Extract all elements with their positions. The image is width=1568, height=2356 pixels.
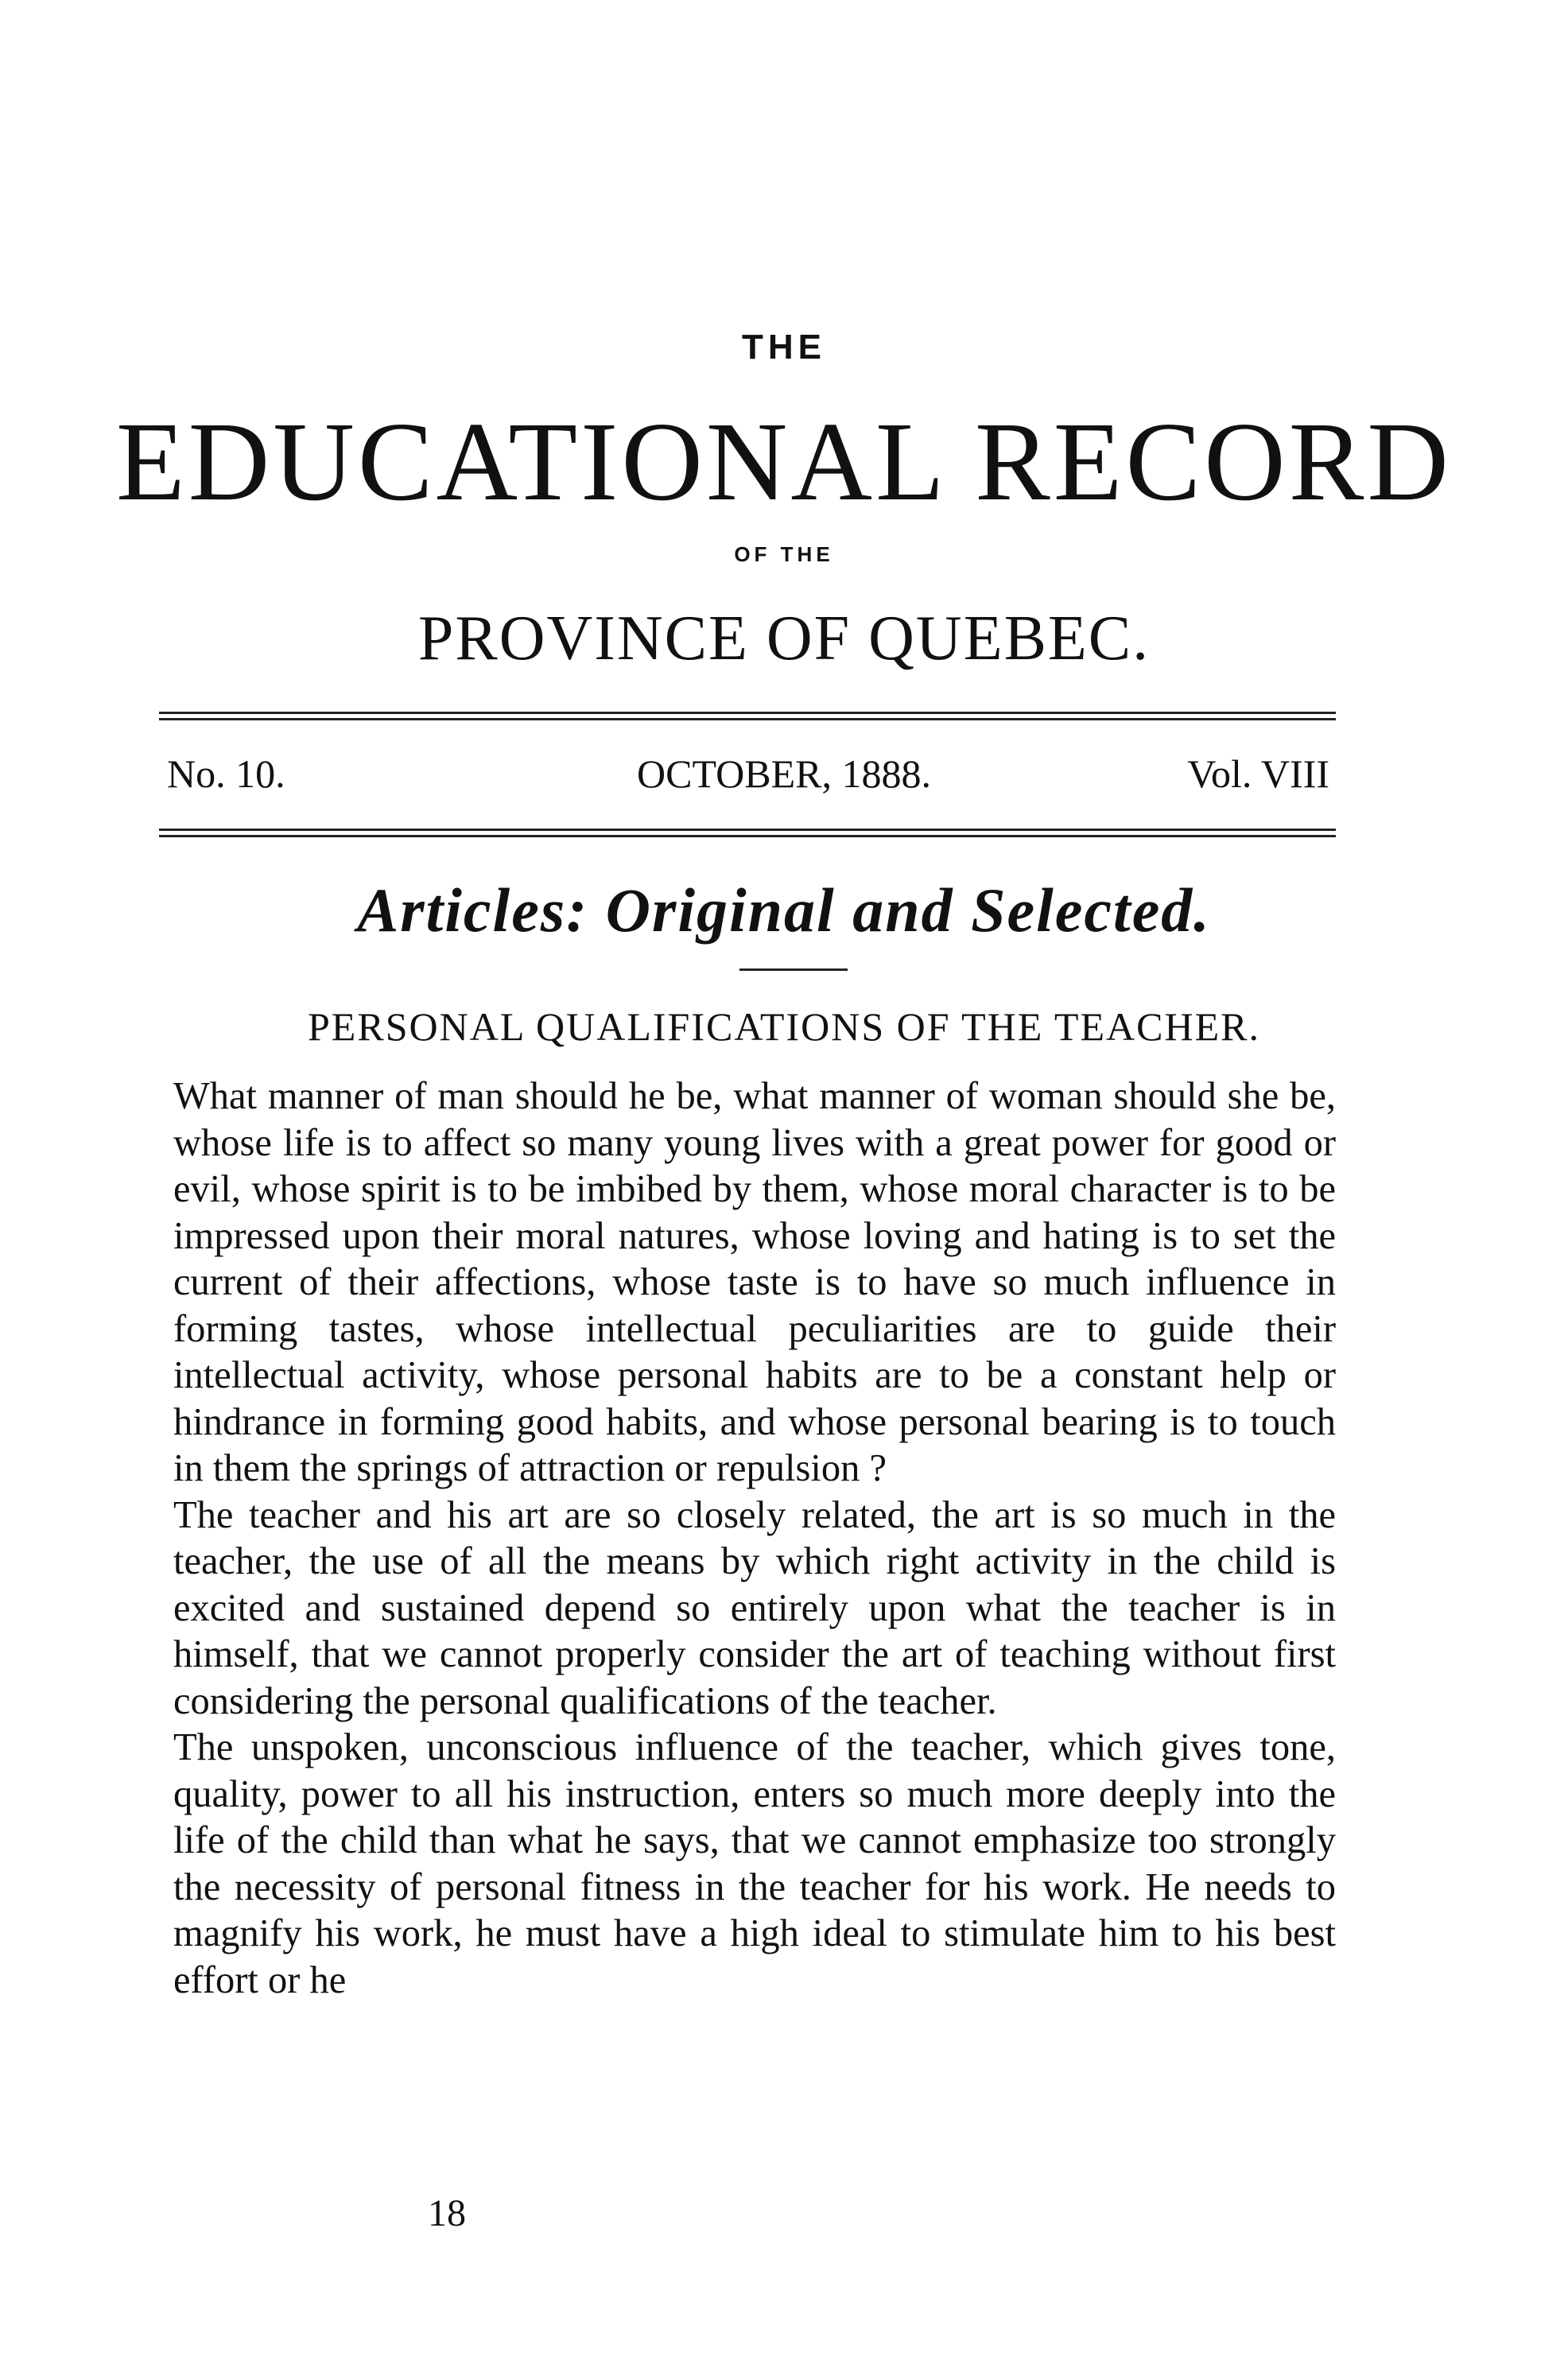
article-heading: PERSONAL QUALIFICATIONS OF THE TEACHER.	[308, 1004, 1260, 1049]
masthead-title: EDUCATIONAL RECORD	[116, 398, 1452, 524]
issue-date: OCTOBER, 1888.	[637, 751, 931, 796]
masthead-of-the: OF THE	[734, 542, 834, 566]
divider-bottom-2	[159, 835, 1336, 837]
divider-top-1	[159, 712, 1336, 714]
page-number: 18	[428, 2192, 466, 2234]
issue-number: No. 10.	[167, 751, 285, 796]
section-title: Articles: Original and Selected.	[357, 875, 1211, 945]
article-paragraph-3: The unspoken, unconscious influence of the teacher, which gives tone, quality, power to all his instruction, enters so much more deeply into the life of the child than what he says, that we cannot emphasize too strongly the necessity of personal fitness in the teacher for his work. He needs to magnify his work, he must have a high ideal to stimulate him to his best effort or he	[173, 1726, 1336, 2001]
article-paragraph-1: What manner of man should he be, what manner of woman should she be, whose life is to affect so many young lives with a great power for good or evil, whose spirit is to be imbibed by them, whose moral character is to be impressed upon their moral natures, whose loving and hating is to set the current of their affections, whose taste is to have so much influence in forming tastes, whose intellectual peculiarities are to guide their intellectual activity, whose personal habits are to be a constant help or hindrance in forming good habits, and whose personal bearing is to touch in them the springs of attraction or repulsion ?	[173, 1075, 1336, 1489]
divider-top-2	[159, 718, 1336, 720]
issue-volume: Vol. VIII	[1187, 751, 1329, 796]
article-paragraph-2: The teacher and his art are so closely related, the art is so much in the teacher, the use of all the means by which right activity in the child is excited and sustained depend so entirely upon what the teacher is in himself, that we cannot properly consider the art of teaching without first considering the personal qualifications of the teacher.	[173, 1493, 1336, 1722]
article-body	[173, 1073, 1336, 2004]
divider-bottom-1	[159, 829, 1336, 831]
section-divider	[739, 968, 848, 971]
masthead-kicker: THE	[742, 328, 826, 367]
masthead-province: PROVINCE OF QUEBEC.	[417, 604, 1151, 673]
